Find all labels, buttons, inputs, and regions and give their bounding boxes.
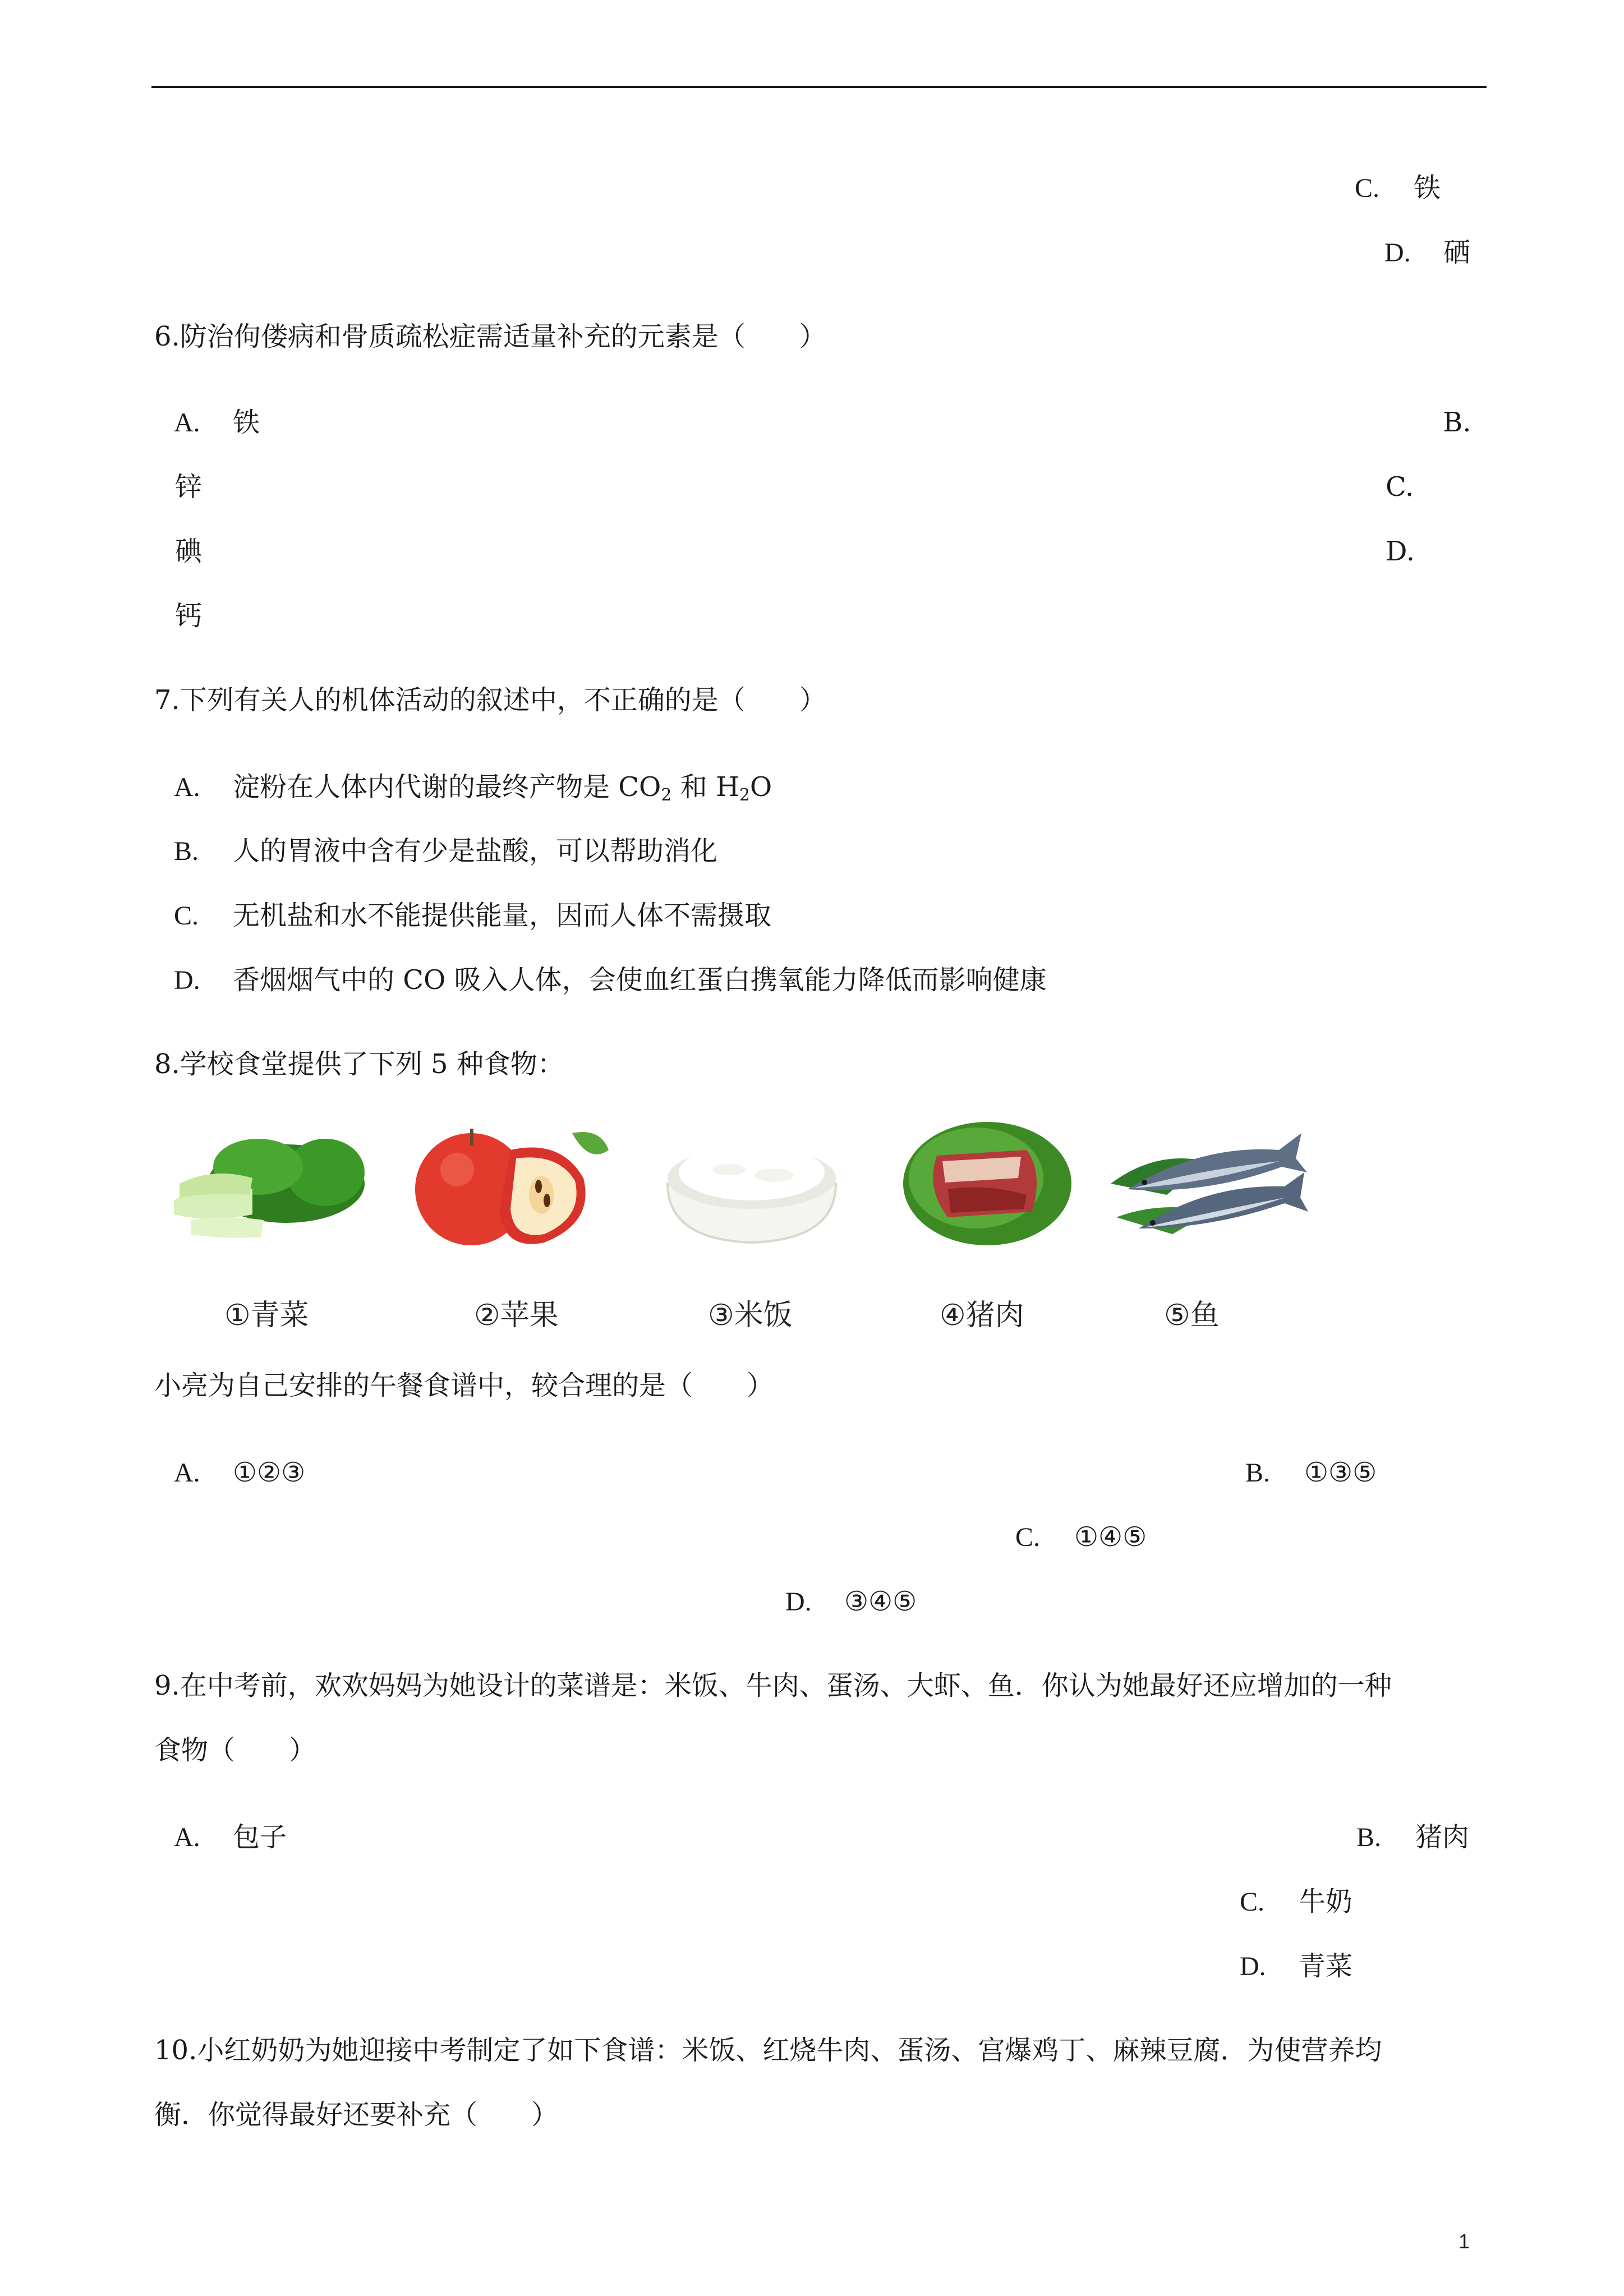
q9-stem-line2: 食物（ ） [154,1734,316,1766]
page-number: 1 [1459,2230,1470,2253]
header-rule [151,86,1487,88]
q8-option-c[interactable]: C. ①④⑤ [1015,1521,1147,1553]
q5-option-d[interactable]: D. 硒 [1384,237,1471,268]
q7-option-b[interactable]: B. 人的胃液中含有少是盐酸，可以帮助消化 [174,835,718,867]
q7-stem: 7.下列有关人的机体活动的叙述中，不正确的是（ ） [154,684,826,716]
q7-option-c[interactable]: C. 无机盐和水不能提供能量，因而人体不需摄取 [174,900,772,931]
food-caption-1: ①青菜 [224,1299,309,1332]
q6-option-c-text: 碘 [175,536,203,567]
food-caption-2: ②苹果 [474,1299,559,1332]
q8-option-d[interactable]: D. ③④⑤ [785,1586,917,1617]
q8-option-b[interactable]: B. ①③⑤ [1245,1457,1377,1488]
food-caption-4: ④猪肉 [940,1299,1024,1332]
rice-bowl-image [645,1116,858,1285]
q6-option-b-text: 锌 [175,471,203,503]
q8-question: 小亮为自己安排的午餐食谱中，较合理的是（ ） [154,1370,774,1401]
q8-option-a[interactable]: A. ①②③ [174,1457,306,1488]
food-caption-3: ③米饭 [708,1299,793,1332]
q8-stem: 8.学校食堂提供了下列 5 种食物： [154,1048,564,1080]
q9-option-a[interactable]: A. 包子 [174,1821,287,1853]
q7-option-a[interactable]: A. 淀粉在人体内代谢的最终产物是 $CO_2$ 和 $H_2O$ [174,771,772,805]
q10-stem-line2: 衡．你觉得最好还要补充（ ） [154,2099,559,2131]
apple-image [404,1116,617,1285]
q9-option-c[interactable]: C. 牛奶 [1240,1886,1353,1917]
q10-stem-line1: 10.小红奶奶为她迎接中考制定了如下食谱：米饭、红烧牛肉、蛋汤、宫爆鸡丁、麻辣豆腐．为使营养均 [154,2035,1382,2066]
fish-image [1099,1116,1313,1285]
q9-option-d[interactable]: D. 青菜 [1240,1950,1353,1982]
q6-stem: 6.防治佝偻病和骨质疏松症需适量补充的元素是（ ） [154,321,826,352]
q6-option-a[interactable]: A. 铁 [174,407,260,438]
q9-option-b[interactable]: B. 猪肉 [1356,1821,1470,1853]
q5-option-c[interactable]: C. 铁 [1355,172,1441,204]
bok-choy-image [157,1116,370,1285]
q9-stem-line1: 9.在中考前，欢欢妈妈为她设计的菜谱是：米饭、牛肉、蛋汤、大虾、鱼．你认为她最好还应增加的一种 [154,1670,1392,1701]
pork-image [886,1116,1099,1285]
q6-option-c-label[interactable]: C. [1386,471,1414,503]
q6-option-d-label[interactable]: D. [1386,536,1415,567]
q6-option-b-label[interactable]: B. [1443,407,1471,438]
q6-option-d-text: 钙 [175,600,203,632]
food-caption-5: ⑤鱼 [1164,1299,1220,1332]
q7-option-d[interactable]: D. 香烟烟气中的 CO 吸入人体，会使血红蛋白携氧能力降低而影响健康 [174,964,1047,996]
